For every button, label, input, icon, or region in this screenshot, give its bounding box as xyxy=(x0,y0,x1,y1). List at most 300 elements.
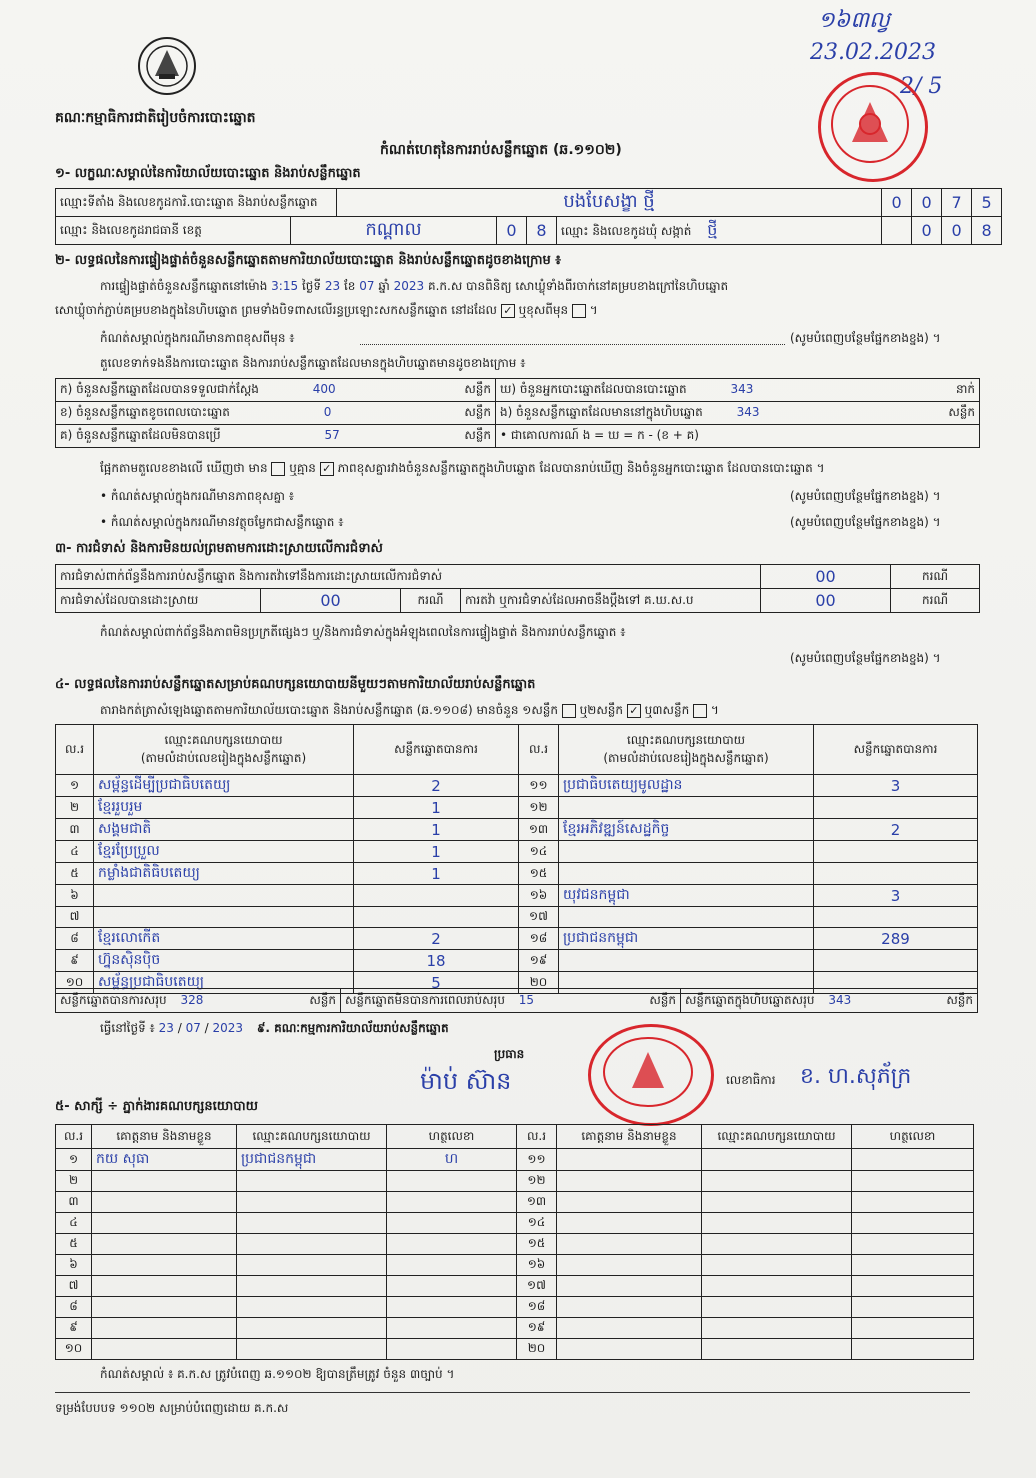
s2-kh-unit: សន្លឹក xyxy=(464,405,491,419)
s2-kh-label: ខ) ចំនួនសន្លឹកឆ្នោតខូចពេលបោះឆ្នោត xyxy=(60,405,230,419)
s2-k-cell xyxy=(56,379,496,402)
s5-right-sign[interactable] xyxy=(852,1297,974,1318)
s2-k-unit: សន្លឹក xyxy=(464,382,491,396)
s5-left-name xyxy=(92,1339,237,1360)
s4-left-no: ៤ xyxy=(56,841,94,863)
s4-left-party xyxy=(94,885,354,907)
s5-left-name: កយ សុធា xyxy=(92,1149,237,1171)
s4-sum3 xyxy=(681,989,978,1013)
s1-r2-value2: ថ្មី xyxy=(707,219,718,239)
s4-left-party: ខ្មែររួបរួម xyxy=(94,797,354,819)
s4-sum2-label: សន្លឹកឆ្នោតមិនបានការពេលរាប់សរុប xyxy=(345,992,505,1007)
s5-right-party[interactable] xyxy=(702,1149,852,1171)
different-checkbox[interactable] xyxy=(572,304,586,318)
s3-row2-unit: ករណី xyxy=(401,589,461,613)
s5-right-sign[interactable] xyxy=(852,1234,974,1255)
s5-right-party[interactable] xyxy=(702,1297,852,1318)
s2-gh-label: ឃ) ចំនួនអ្នកបោះឆ្នោតដែលបានបោះឆ្នោត xyxy=(500,382,687,396)
s5-right-sign[interactable] xyxy=(852,1149,974,1171)
s4-chair-signature: ម៉ាប់ ស៊ាន xyxy=(420,1067,512,1095)
s4-left-party: ហ្វ៊ុនស៊ិនប៉ិច xyxy=(94,950,354,972)
s2-ko-cell xyxy=(56,425,496,448)
s4-left-party: សម្ព័ន្ធប្រជាធិបតេយ្យ xyxy=(94,972,354,994)
footer-text: ទម្រង់បែបបទ ១១០២ សម្រាប់បំពេញដោយ គ.ក.ស xyxy=(55,1401,289,1415)
s5-right-party[interactable] xyxy=(702,1171,852,1192)
s2-day: 23 xyxy=(324,279,341,293)
section2-heading: ២- លទ្ធផលនៃការផ្ទៀងផ្ទាត់ចំនួនសន្លឹកឆ្នោតតាមការិយាល័យបោះឆ្នោត និងរាប់សន្លឹកឆ្នោតដូចខាងក្រោម ៖ xyxy=(55,253,561,268)
s4-col-no-left: ល.រ xyxy=(56,725,94,775)
s4-results-row xyxy=(56,907,978,928)
s2-kh-value: 0 xyxy=(323,405,332,419)
s5-left-sign xyxy=(387,1213,517,1234)
s4-right-no: ១៤ xyxy=(519,841,559,863)
s5-col-name-right: គោត្តនាម និងនាមខ្លួន xyxy=(557,1125,702,1149)
footer-divider xyxy=(55,1392,970,1393)
s5-left-sign xyxy=(387,1339,517,1360)
s4-left-party: សម្ព័ន្ធដើម្បីប្រជាធិបតេយ្យ xyxy=(94,775,354,797)
s5-left-name xyxy=(92,1318,237,1339)
nec-emblem xyxy=(137,36,197,96)
s4-sum2 xyxy=(341,989,681,1013)
s4-col-party-right xyxy=(559,725,814,775)
s5-right-sign[interactable] xyxy=(852,1192,974,1213)
s5-witness-row xyxy=(56,1339,974,1360)
s2-line5-b: ឬគ្មាន xyxy=(289,461,316,475)
s5-col-party-right: ឈ្មោះគណបក្សនយោបាយ xyxy=(702,1125,852,1149)
s1-r2-value: កណ្តាល xyxy=(291,217,497,245)
s4-results-row xyxy=(56,928,978,950)
s5-left-party xyxy=(237,1297,387,1318)
s4-right-party xyxy=(559,950,814,972)
s5-right-party[interactable] xyxy=(702,1234,852,1255)
s5-right-party[interactable] xyxy=(702,1318,852,1339)
s5-right-sign[interactable] xyxy=(852,1255,974,1276)
s4-left-votes: 1 xyxy=(354,797,519,819)
s2-k-value: 400 xyxy=(312,382,336,396)
s5-left-sign xyxy=(387,1297,517,1318)
s3-row1-label: ការជំទាស់ពាក់ព័ន្ធនឹងការរាប់សន្លឹកឆ្នោត និងការតវ៉ាទៅនឹងការដោះស្រាយលើការជំទាស់ xyxy=(56,565,761,589)
s4-results-row xyxy=(56,775,978,797)
s4-right-party: ប្រជាធិបតេយ្យមូលដ្ឋាន xyxy=(559,775,814,797)
s2-ko-unit: សន្លឹក xyxy=(464,428,491,442)
s5-witness-row xyxy=(56,1234,974,1255)
s5-left-no: ៣ xyxy=(56,1192,92,1213)
s2-day-label: ថ្ងៃទី xyxy=(301,279,321,293)
s2-or-not: ឬខុសពីមុន xyxy=(518,303,569,317)
s4-left-votes: 1 xyxy=(354,841,519,863)
s2-month: 07 xyxy=(359,279,375,293)
s4-right-votes xyxy=(814,797,978,819)
s5-right-name[interactable] xyxy=(557,1234,702,1255)
s1-r1-code-2: 0 xyxy=(912,189,942,217)
s2-line3: កំណត់សម្គាល់ក្នុងករណីមានភាពខុសពីមុន ៖ xyxy=(100,331,295,345)
s4-left-party: ខ្មែរប្រែប្រួល xyxy=(94,841,354,863)
s2-ko-value: 57 xyxy=(324,428,340,442)
s4-committee: ៩. គណៈកម្មការការិយាល័យរាប់សន្លឹកឆ្នោត xyxy=(256,1021,449,1035)
s4-left-votes: 2 xyxy=(354,775,519,797)
s4-left-party xyxy=(94,907,354,928)
s4-sum3-label: សន្លឹកឆ្នោតក្នុងហិបឆ្នោតសរុប xyxy=(685,992,815,1007)
s5-left-no: ៩ xyxy=(56,1318,92,1339)
s4-left-no: ៨ xyxy=(56,928,94,950)
s4-right-party xyxy=(559,841,814,863)
s5-right-party[interactable] xyxy=(702,1213,852,1234)
s1-r1-code-4: 5 xyxy=(972,189,1002,217)
s2-formula-text: ជាគោលការណ៍ ង = ឃ = ក - (ខ + គ) xyxy=(510,428,699,442)
s5-witness-row xyxy=(56,1213,974,1234)
s5-left-sign xyxy=(387,1171,517,1192)
s2-line5-a: ផ្អែកតាមតួលេខខាងលើ ឃើញថា មាន xyxy=(100,461,268,475)
s4-left-no: ៦ xyxy=(56,885,94,907)
s4-left-party: កម្លាំងជាតិធិបតេយ្យ xyxy=(94,863,354,885)
s4-right-no: ១១ xyxy=(519,775,559,797)
s4-left-party: ខ្មែរលោកើត xyxy=(94,928,354,950)
s4-right-no: ១៩ xyxy=(519,950,559,972)
s5-left-party: ប្រជាជនកម្ពុជា xyxy=(237,1149,387,1171)
s5-witness-row xyxy=(56,1297,974,1318)
s4-col-votes-right: សន្លឹកឆ្នោតបានការ xyxy=(814,725,978,775)
s4-right-no: ១៣ xyxy=(519,819,559,841)
s4-right-votes: 2 xyxy=(814,819,978,841)
s4-col-party-left xyxy=(94,725,354,775)
s3-note-fill: (សូមបំពេញបន្ថែមផ្នែកខាងខ្នង) ។ xyxy=(790,651,941,665)
s4-intro: តារាងកត់ត្រាសំឡេងឆ្នោតតាមការិយាល័យបោះឆ្នោត និងរាប់សន្លឹកឆ្នោត (ឆ.១១០៨) មានចំនួន ១សន្លឹក ឬ២សន្លឹក ✓ ឬ៣សន្លឹក ។ xyxy=(100,703,719,717)
s4-secretary-label: លេខាធិការ xyxy=(726,1073,776,1087)
s2-ng-value: 343 xyxy=(736,405,760,419)
s4-summary-table xyxy=(55,988,978,1013)
s5-right-name[interactable] xyxy=(557,1318,702,1339)
s4-sum1 xyxy=(56,989,341,1013)
s4-right-party xyxy=(559,863,814,885)
top-right-date: 23.02.2023 xyxy=(810,40,936,65)
s5-right-no: ១៣ xyxy=(517,1192,557,1213)
s2-line3-fill: (សូមបំពេញបន្ថែមផ្នែកខាងខ្នង) ។ xyxy=(790,331,941,345)
s5-left-no: ៧ xyxy=(56,1276,92,1297)
s4-left-votes: 5 xyxy=(354,972,519,994)
s5-left-name xyxy=(92,1276,237,1297)
s4-left-votes: 18 xyxy=(354,950,519,972)
s5-right-no: ១៧ xyxy=(517,1276,557,1297)
s4-right-no: ១៦ xyxy=(519,885,559,907)
s5-left-name xyxy=(92,1234,237,1255)
s5-right-sign[interactable] xyxy=(852,1318,974,1339)
s4-right-votes xyxy=(814,950,978,972)
s2-gh-value: 343 xyxy=(730,382,754,396)
s4-right-party xyxy=(559,797,814,819)
s2-bullet1: • កំណត់សម្គាល់ក្នុងករណីមានភាពខុសគ្នា ៖ xyxy=(100,489,295,503)
s5-witness-row xyxy=(56,1255,974,1276)
s5-right-name[interactable] xyxy=(557,1297,702,1318)
s5-right-sign[interactable] xyxy=(852,1171,974,1192)
s5-right-name[interactable] xyxy=(557,1255,702,1276)
s4-left-votes: 2 xyxy=(354,928,519,950)
s3-note: កំណត់សម្គាល់ពាក់ព័ន្ធនឹងភាពមិនប្រក្រតីផ្សេងៗ ឬ/និងការជំទាស់ក្នុងអំឡុងពេលនៃការផ្ទៀងផ្ទាត់ និងការរាប់សន្លឹកឆ្នោត ៖ xyxy=(100,625,626,639)
s5-right-no: ១៦ xyxy=(517,1255,557,1276)
s1-r2-code-1: 0 xyxy=(497,217,527,245)
s1-r2-label2-text: ឈ្មោះ និងលេខកូដឃុំ សង្កាត់ xyxy=(561,223,692,238)
s2-line3-dots xyxy=(360,344,785,346)
s4-right-no: ២០ xyxy=(519,972,559,994)
s4-left-no: ២ xyxy=(56,797,94,819)
s2-k-label: ក) ចំនួនសន្លឹកឆ្នោតដែលបានទទួលជាក់ស្តែង xyxy=(60,382,259,396)
s4-results-row xyxy=(56,841,978,863)
s2-line1-b: គ.ក.ស បានពិនិត្យ សោឃ្លុំទាំងពីរចាក់នៅគម្របខាងក្រៅនៃហិបឆ្នោត xyxy=(427,279,729,293)
s5-left-no: ១ xyxy=(56,1149,92,1171)
s4-results-row xyxy=(56,797,978,819)
s4-col-party-left-sub: (តាមលំដាប់លេខរៀងក្នុងសន្លឹកឆ្នោត) xyxy=(140,750,307,765)
s1-r2-code2-1: 0 xyxy=(912,217,942,245)
s4-col-votes-left: សន្លឹកឆ្នោតបានការ xyxy=(354,725,519,775)
s2-ng-unit: សន្លឹក xyxy=(948,405,975,419)
s2-figures-table xyxy=(55,378,980,448)
s5-witness-row xyxy=(56,1149,974,1171)
s4-results-row xyxy=(56,950,978,972)
same-checkbox[interactable]: ✓ xyxy=(501,304,515,318)
s5-right-name[interactable] xyxy=(557,1192,702,1213)
s5-right-name[interactable] xyxy=(557,1171,702,1192)
s5-right-no: ១២ xyxy=(517,1171,557,1192)
s5-left-no: ៥ xyxy=(56,1234,92,1255)
s4-sum1-value: 328 xyxy=(180,992,204,1007)
s5-left-party xyxy=(237,1339,387,1360)
form-title: កំណត់ហេតុនៃការរាប់សន្លឹកឆ្នោត (ឆ.១១០២) xyxy=(380,142,622,158)
s5-left-name xyxy=(92,1171,237,1192)
s5-right-no: ១៤ xyxy=(517,1213,557,1234)
s5-left-party xyxy=(237,1318,387,1339)
s5-right-sign[interactable] xyxy=(852,1213,974,1234)
s2-gh-cell xyxy=(496,379,980,402)
s5-right-no: ១៩ xyxy=(517,1318,557,1339)
s4-intro-c: ឬ៣សន្លឹក xyxy=(644,703,690,717)
s4-right-party: យុវជនកម្ពុជា xyxy=(559,885,814,907)
s4-done-month: 07 xyxy=(185,1021,201,1035)
no-difference-checkbox[interactable]: ✓ xyxy=(320,462,334,476)
s4-col-party-right-title: ឈ្មោះគណបក្សនយោបាយ xyxy=(626,732,746,747)
s5-left-sign xyxy=(387,1318,517,1339)
s4-col-party-left-title: ឈ្មោះគណបក្សនយោបាយ xyxy=(164,732,283,747)
s2-year-label: ឆ្នាំ xyxy=(378,279,390,293)
s2-ng-label: ង) ចំនួនសន្លឹកឆ្នោតដែលមាននៅក្នុងហិបឆ្នោត xyxy=(500,405,703,419)
s4-intro-b: ឬ២សន្លឹក xyxy=(579,703,624,717)
org-header: គណៈកម្មាធិការជាតិរៀបចំការបោះឆ្នោត xyxy=(55,110,256,126)
s5-col-name-left: គោត្តនាម និងនាមខ្លួន xyxy=(92,1125,237,1149)
s4-left-no: ៣ xyxy=(56,819,94,841)
s5-right-no: ១៥ xyxy=(517,1234,557,1255)
s4-right-party: ប្រជាជនកម្ពុជា xyxy=(559,928,814,950)
s5-right-party[interactable] xyxy=(702,1192,852,1213)
s5-left-party xyxy=(237,1192,387,1213)
s4-intro-a: តារាងកត់ត្រាសំឡេងឆ្នោតតាមការិយាល័យបោះឆ្នោត និងរាប់សន្លឹកឆ្នោត (ឆ.១១០៨) មានចំនួន ១សន្លឹក xyxy=(100,703,558,717)
s4-right-no: ១២ xyxy=(519,797,559,819)
s2-line2: សោឃ្លុំចាក់ភ្ជាប់គម្របខាងក្នុងនៃហិបឆ្នោត ព្រមទាំងបិទពាសលើរន្ធប្រឡោះសកសន្លឹកឆ្នោត នៅដដែល ✓ ឬខុសពីមុន ។ xyxy=(55,303,598,317)
s5-witness-table xyxy=(55,1124,974,1360)
has-difference-checkbox[interactable] xyxy=(271,462,285,476)
s1-r1-value: បងបែសង្ខា ថ្មី xyxy=(337,189,882,217)
s4-sum1-unit: សន្លឹក xyxy=(309,992,336,1007)
s5-left-name xyxy=(92,1297,237,1318)
section4-heading: ៤- លទ្ធផលនៃការរាប់សន្លឹកឆ្នោតសម្រាប់គណបក្សនយោបាយនីមួយៗតាមការិយាល័យរាប់សន្លឹកឆ្នោត xyxy=(55,677,536,692)
s5-col-sign-right: ហត្ថលេខា xyxy=(852,1125,974,1149)
s4-right-no: ១៥ xyxy=(519,863,559,885)
s4-left-no: ១០ xyxy=(56,972,94,994)
section1-table xyxy=(55,188,1002,245)
s4-right-votes xyxy=(814,907,978,928)
s2-line1-a: ការផ្ទៀងផ្ទាត់ចំនួនសន្លឹកឆ្នោតនៅម៉ោង xyxy=(100,279,268,293)
s5-left-party xyxy=(237,1234,387,1255)
s2-month-label: ខែ xyxy=(343,279,356,293)
s5-left-sign xyxy=(387,1276,517,1297)
s4-done-year: 2023 xyxy=(212,1021,244,1035)
official-stamp-middle xyxy=(588,1024,714,1126)
s2-gh-unit: នាក់ xyxy=(955,382,975,396)
s4-right-votes xyxy=(814,863,978,885)
s1-r1-code-1: 0 xyxy=(882,189,912,217)
s5-right-name[interactable] xyxy=(557,1339,702,1360)
s1-r2-code2-blank xyxy=(882,217,912,245)
s5-left-no: ១០ xyxy=(56,1339,92,1360)
s4-left-votes xyxy=(354,885,519,907)
s5-witness-row xyxy=(56,1192,974,1213)
s4-right-votes: 3 xyxy=(814,885,978,907)
s4-done-label: ធ្វើនៅថ្ងៃទី ៖ xyxy=(100,1021,155,1035)
s4-right-votes xyxy=(814,841,978,863)
s4-col-party-right-sub: (តាមលំដាប់លេខរៀងក្នុងសន្លឹកឆ្នោត) xyxy=(603,750,769,765)
s5-right-sign[interactable] xyxy=(852,1339,974,1360)
s1-r2-code2-3: 8 xyxy=(972,217,1002,245)
s4-left-votes: 1 xyxy=(354,863,519,885)
top-right-code: ១៦៣ល្វ xyxy=(818,8,890,33)
s3-table xyxy=(55,564,980,613)
s1-r2-label2 xyxy=(557,217,882,245)
section3-heading: ៣- ការជំទាស់ និងការមិនយល់ព្រមតាមការដោះស្រាយលើការជំទាស់ xyxy=(55,541,383,556)
s1-r1-label: ឈ្មោះទីតាំង និងលេខកូដការិ.បោះឆ្នោត និងរាប់សន្លឹកឆ្នោត xyxy=(56,189,337,217)
s3-row2-label: ការជំទាស់ដែលបានដោះស្រាយ xyxy=(56,589,261,613)
s1-r1-code-3: 7 xyxy=(942,189,972,217)
s5-left-party xyxy=(237,1255,387,1276)
s2-line2-text: សោឃ្លុំចាក់ភ្ជាប់គម្របខាងក្នុងនៃហិបឆ្នោត ព្រមទាំងបិទពាសលើរន្ធប្រឡោះសកសន្លឹកឆ្នោត នៅដដែល xyxy=(55,303,497,317)
top-right-sign: 2/ 5 xyxy=(900,74,943,99)
s5-left-name xyxy=(92,1255,237,1276)
s5-left-sign xyxy=(387,1234,517,1255)
s2-line5-c: ភាពខុសគ្នារវាងចំនួនសន្លឹកឆ្នោតក្នុងហិបឆ្នោត ដែលបានរាប់ឃើញ និងចំនួនអ្នកបោះឆ្នោត ដែលបានបោះឆ្នោត ។ xyxy=(337,461,825,475)
s4-sum2-unit: សន្លឹក xyxy=(649,992,676,1007)
s1-r2-label: ឈ្មោះ និងលេខកូដរាជធានី ខេត្ត xyxy=(56,217,291,245)
s3-row2-value2: 00 xyxy=(761,589,891,613)
s4-done-day: 23 xyxy=(158,1021,174,1035)
s5-left-no: ៦ xyxy=(56,1255,92,1276)
s2-time: 3:15 xyxy=(271,279,299,293)
s5-left-party xyxy=(237,1276,387,1297)
s5-witness-row xyxy=(56,1276,974,1297)
s5-left-sign xyxy=(387,1255,517,1276)
s5-witness-row xyxy=(56,1318,974,1339)
s4-left-no: ៥ xyxy=(56,863,94,885)
two-sheets-checkbox[interactable]: ✓ xyxy=(627,704,641,718)
s5-right-no: ២០ xyxy=(517,1339,557,1360)
s3-row2-unit2: ករណី xyxy=(891,589,980,613)
section5-heading: ៥- សាក្សី ÷ ភ្នាក់ងារគណបក្សនយោបាយ xyxy=(55,1099,258,1114)
section1-heading: ១- លក្ខណៈសម្គាល់នៃការិយាល័យបោះឆ្នោត និងរាប់សន្លឹកឆ្នោត xyxy=(55,166,361,181)
s2-bullet2: • កំណត់សម្គាល់ក្នុងករណីមានវត្ថុចម្លែកជាសន្លឹកឆ្នោត ៖ xyxy=(100,515,344,529)
s2-line5 xyxy=(100,460,825,478)
s5-col-party-left: ឈ្មោះគណបក្សនយោបាយ xyxy=(237,1125,387,1149)
one-sheet-checkbox[interactable] xyxy=(562,704,576,718)
s4-results-row xyxy=(56,863,978,885)
s2-year: 2023 xyxy=(393,279,425,293)
s5-right-name[interactable] xyxy=(557,1149,702,1171)
s4-results-row xyxy=(56,885,978,907)
s5-left-sign xyxy=(387,1192,517,1213)
s5-left-no: ៤ xyxy=(56,1213,92,1234)
s4-right-party: ខ្មែរអភិវឌ្ឍន៍សេដ្ឋកិច្ច xyxy=(559,819,814,841)
s5-footnote: កំណត់សម្គាល់ ៖ គ.ក.ស ត្រូវបំពេញ ឆ.១១០២ ឱ្យបានត្រឹមត្រូវ ចំនួន ៣ច្បាប់ ។ xyxy=(100,1367,455,1381)
s5-right-party[interactable] xyxy=(702,1339,852,1360)
s4-left-votes: 1 xyxy=(354,819,519,841)
s4-sum2-value: 15 xyxy=(518,992,535,1007)
s3-row1-unit: ករណី xyxy=(891,565,980,589)
s4-done-at: ធ្វើនៅថ្ងៃទី ៖ 23 / 07 / 2023 ៩. គណៈកម្មការការិយាល័យរាប់សន្លឹកឆ្នោត xyxy=(100,1021,449,1035)
s4-results-table xyxy=(55,724,978,994)
s5-right-no: ១១ xyxy=(517,1149,557,1171)
s5-left-name xyxy=(92,1192,237,1213)
s2-ko-label: គ) ចំនួនសន្លឹកឆ្នោតដែលមិនបានប្រើ xyxy=(60,428,221,442)
s5-witness-row xyxy=(56,1171,974,1192)
s5-right-name[interactable] xyxy=(557,1276,702,1297)
s4-right-votes: 289 xyxy=(814,928,978,950)
s4-left-no: ៧ xyxy=(56,907,94,928)
s4-right-party xyxy=(559,907,814,928)
s2-bullet2-fill: (សូមបំពេញបន្ថែមផ្នែកខាងខ្នង) ។ xyxy=(790,515,941,529)
s4-col-no-right: ល.រ xyxy=(519,725,559,775)
s4-left-no: ៩ xyxy=(56,950,94,972)
s5-right-party[interactable] xyxy=(702,1255,852,1276)
s3-row1-value: 00 xyxy=(761,565,891,589)
s5-right-name[interactable] xyxy=(557,1213,702,1234)
three-sheets-checkbox[interactable] xyxy=(693,704,707,718)
s4-secretary-signature: ខ. ហ.សុភ័ក្រ xyxy=(800,1064,912,1089)
s3-row2-value: 00 xyxy=(261,589,401,613)
s5-left-party xyxy=(237,1213,387,1234)
s2-line4: តួលេខទាក់ទងនឹងការបោះឆ្នោត និងការរាប់សន្លឹកឆ្នោតដែលមានក្នុងហិបឆ្នោតមានដូចខាងក្រោម ៖ xyxy=(100,356,526,370)
s4-sum3-unit: សន្លឹក xyxy=(946,992,973,1007)
s4-chair-label: ប្រធាន xyxy=(494,1047,525,1061)
s4-results-row xyxy=(56,819,978,841)
s5-left-party xyxy=(237,1171,387,1192)
s4-sum1-label: សន្លឹកឆ្នោតបានការសរុប xyxy=(60,992,167,1007)
s2-kh-cell xyxy=(56,402,496,425)
s4-sum3-value: 343 xyxy=(828,992,852,1007)
s5-col-no-left: ល.រ xyxy=(56,1125,92,1149)
s5-right-no: ១៨ xyxy=(517,1297,557,1318)
s4-right-no: ១៨ xyxy=(519,928,559,950)
s2-ng-cell xyxy=(496,402,980,425)
s4-left-party: សង្គមជាតិ xyxy=(94,819,354,841)
s5-left-no: ២ xyxy=(56,1171,92,1192)
s5-right-sign[interactable] xyxy=(852,1276,974,1297)
s5-left-name xyxy=(92,1213,237,1234)
s5-left-sign: ហ xyxy=(387,1149,517,1171)
s2-formula: • ជាគោលការណ៍ ង = ឃ = ក - (ខ + គ) xyxy=(496,425,980,448)
s5-right-party[interactable] xyxy=(702,1276,852,1297)
s4-right-votes: 3 xyxy=(814,775,978,797)
s5-col-sign-left: ហត្ថលេខា xyxy=(387,1125,517,1149)
s1-r2-code2-2: 0 xyxy=(942,217,972,245)
s1-r2-code-2: 8 xyxy=(527,217,557,245)
s4-left-no: ១ xyxy=(56,775,94,797)
s5-col-no-right: ល.រ xyxy=(517,1125,557,1149)
s4-right-no: ១៧ xyxy=(519,907,559,928)
s3-row2-label2: ការតវ៉ា ឬការជំទាស់ដែលអាចនឹងប្តឹងទៅ គ.ឃ.ស.ប xyxy=(461,589,761,613)
